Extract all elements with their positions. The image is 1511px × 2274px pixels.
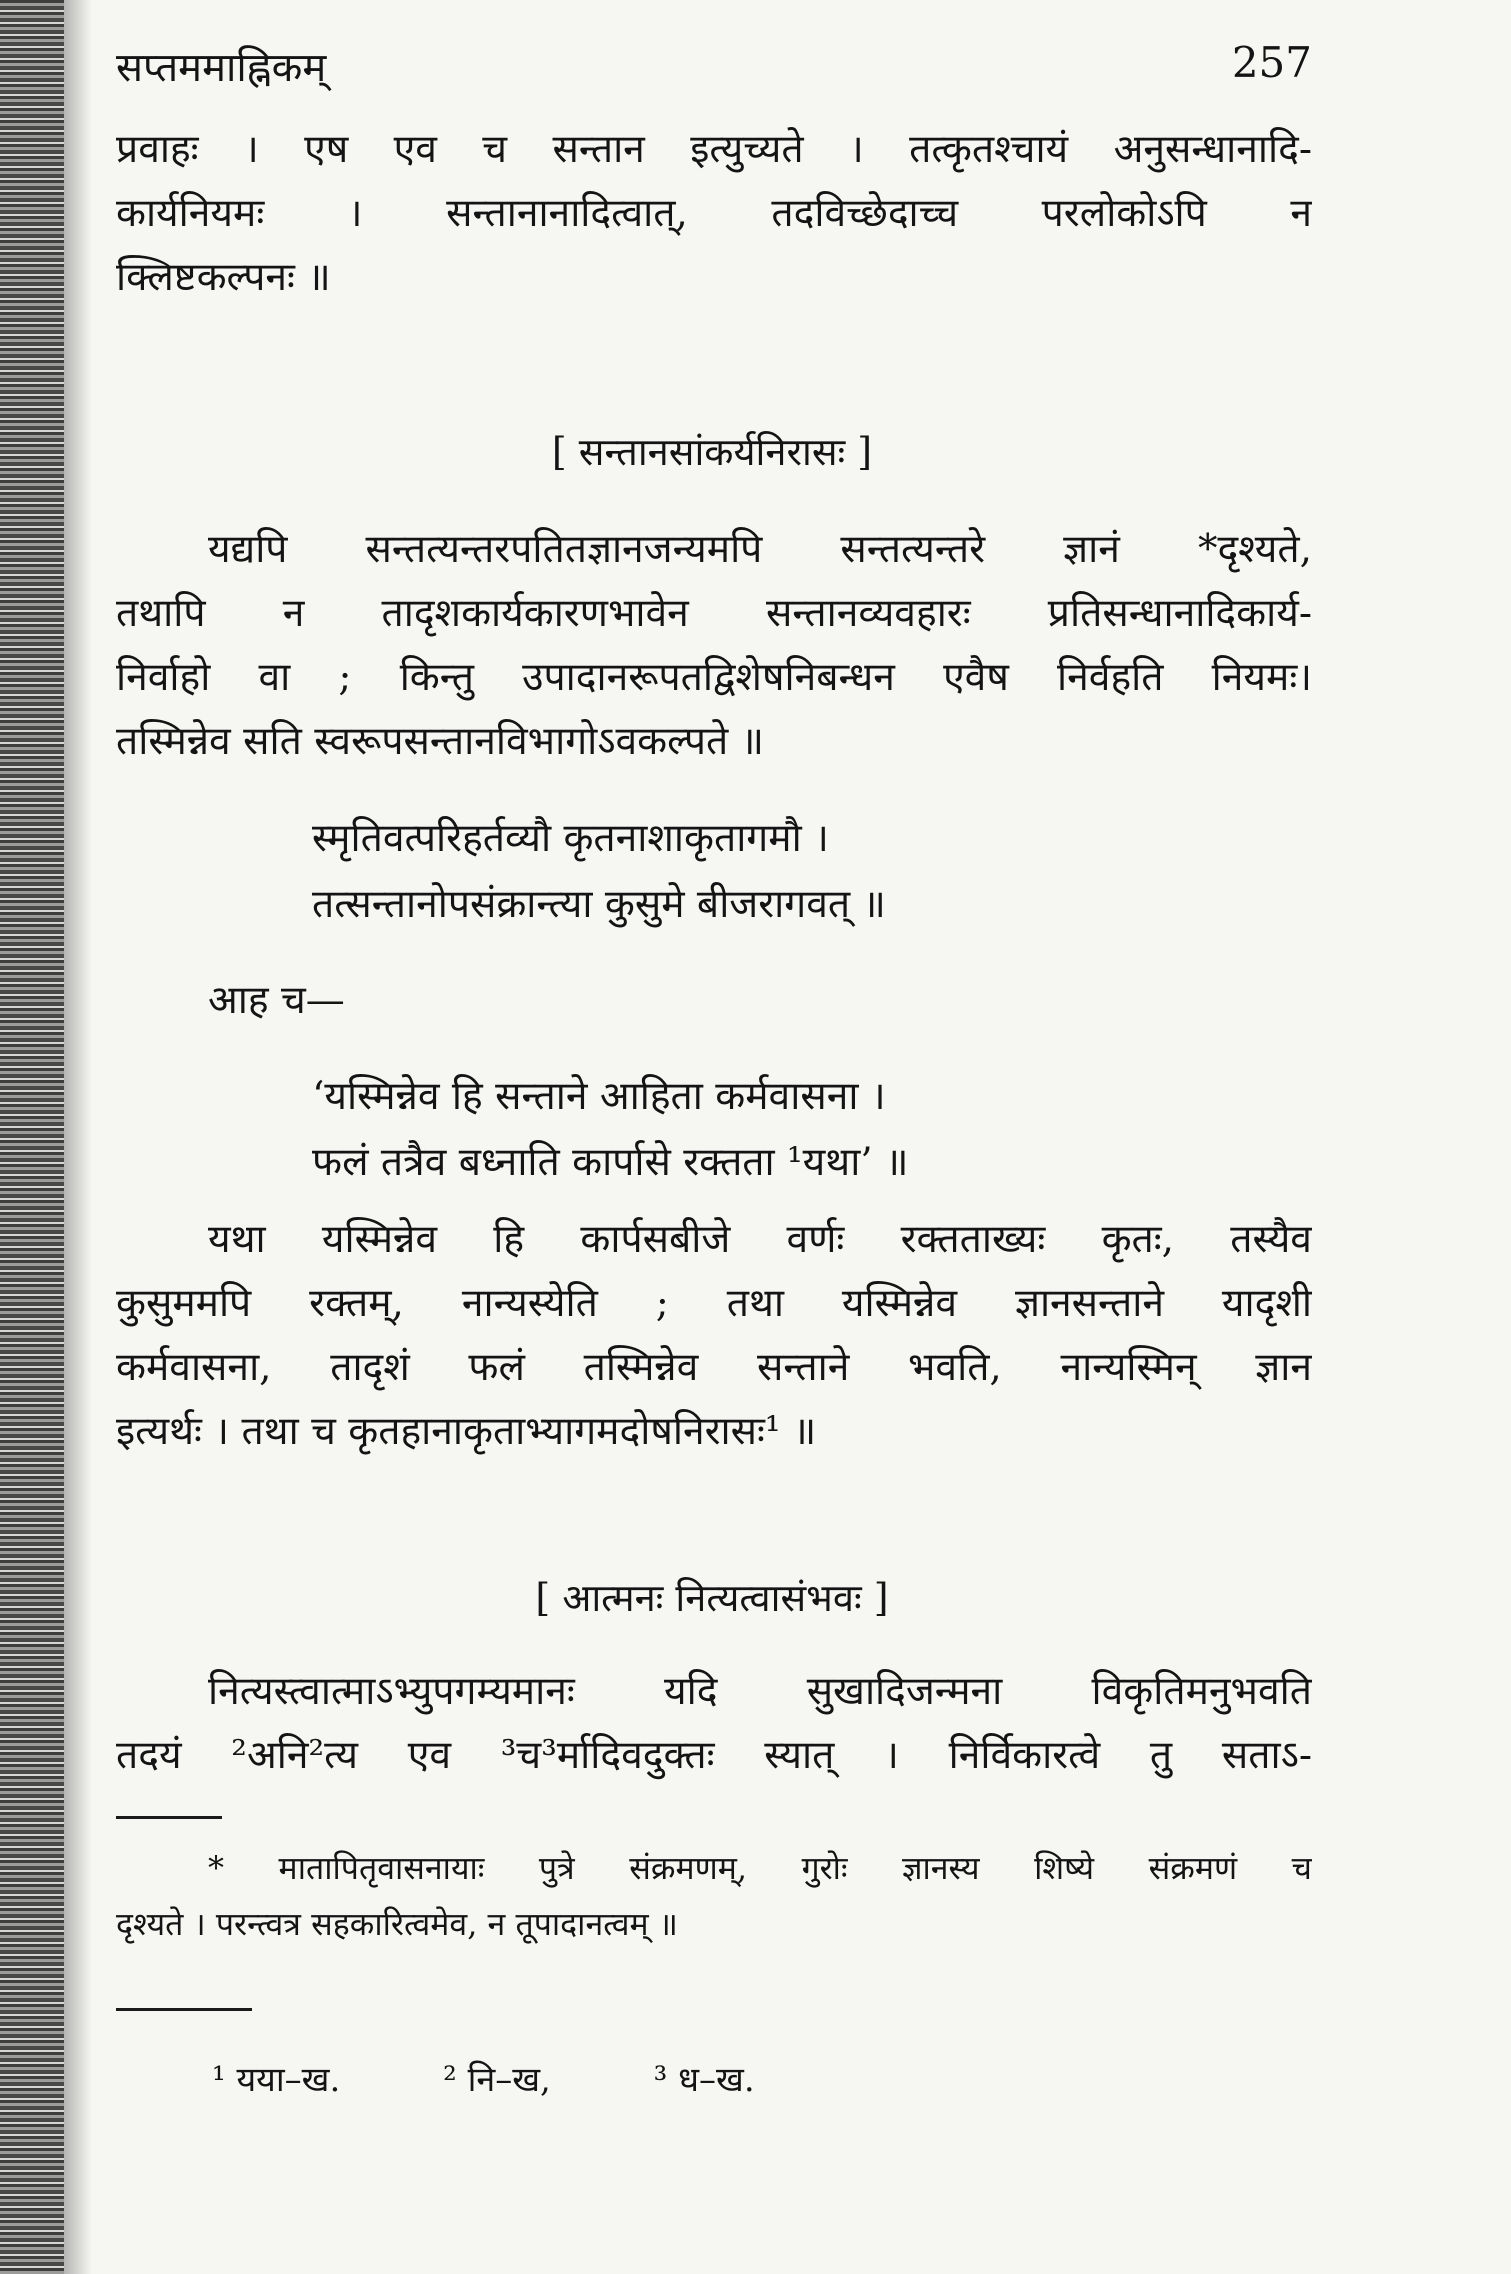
paragraph-2: [116, 518, 1312, 774]
text-line: तदयं ²अनि²त्य एव ³च³र्मादिवदुक्तः स्यात् । निर्विकारत्वे तु सताऽ-: [116, 1733, 1312, 1778]
verse-1: [312, 806, 886, 938]
footnote-star: [116, 1840, 1312, 1952]
variant-reading: ¹ यया–ख.: [212, 2060, 341, 2100]
text-line: तस्मिन्नेव सति स्वरूपसन्तानविभागोऽवकल्पते ॥: [116, 719, 764, 764]
footnote-line: दृश्यते । परन्त्वत्र सहकारित्वमेव, न तूपादानत्वम् ॥: [116, 1905, 678, 1943]
text-line: कुसुममपि रक्तम्, नान्यस्येति ; तथा यस्मिन्नेव ज्ञानसन्ताने यादृशी: [116, 1281, 1312, 1326]
variant-readings: [212, 2050, 847, 2110]
variant-reading: ² नि–ख,: [443, 2060, 551, 2100]
text-line: क्लिष्टकल्पनः ॥: [116, 255, 331, 300]
footnote-line: * मातापितृवासनायाः पुत्रे संक्रमणम्, गुरोः ज्ञानस्य शिष्ये संक्रमणं च: [208, 1849, 1312, 1887]
section-heading-1: [ सन्तानसांकर्यनिरासः ]: [551, 430, 873, 474]
text-line: निर्वाहो वा ; किन्तु उपादानरूपतद्विशेषनिबन्धन एवैष निर्वहति नियमः।: [116, 655, 1312, 700]
binding-shadow: [64, 0, 92, 2274]
text-line: इत्यर्थः । तथा च कृतहानाकृताभ्यागमदोषनिरासः¹ ॥: [116, 1409, 817, 1454]
variants-rule: [116, 2008, 252, 2011]
variant-reading: ³ ध–ख.: [653, 2060, 755, 2100]
text-line: यथा यस्मिन्नेव हि कार्पसबीजे वर्णः रक्तताख्यः कृतः, तस्यैव: [208, 1217, 1312, 1262]
book-page: [112, 0, 1322, 2274]
text-line: कार्यनियमः । सन्तानानादित्वात्, तदविच्छेदाच्च परलोकोऽपि न: [116, 191, 1312, 236]
verse-line: स्मृतिवत्परिहर्तव्यौ कृतनाशाकृतागमौ ।: [312, 816, 829, 861]
verse-line: ‘यस्मिन्नेव हि सन्ताने आहिता कर्मवासना ।: [312, 1074, 886, 1119]
chapter-title: सप्तममाह्निकम्: [116, 45, 327, 91]
verse-line: फलं तत्रैव बध्नाति कार्पासे रक्तता ¹यथा’ ॥: [312, 1140, 909, 1185]
text-line: यद्यपि सन्तत्यन्तरपतितज्ञानजन्यमपि सन्तत्यन्तरे ज्ञानं *दृश्यते,: [208, 527, 1312, 572]
paragraph-3: [116, 1208, 1312, 1464]
book-binding-edge: [0, 0, 64, 2274]
verse-line: तत्सन्तानोपसंक्रान्त्या कुसुमे बीजरागवत् ॥: [312, 882, 886, 927]
running-head: [112, 38, 1312, 98]
text-line: प्रवाहः । एष एव च सन्तान इत्युच्यते । तत्कृतश्चायं अनुसन्धानादि-: [116, 127, 1312, 172]
footnote-rule: [116, 1816, 222, 1819]
paragraph-4: [116, 1660, 1312, 1788]
text-line: कर्मवासना, तादृशं फलं तस्मिन्नेव सन्ताने भवति, नान्यस्मिन् ज्ञान: [116, 1345, 1312, 1390]
page-number: 257: [1231, 38, 1312, 87]
text-line: आह च—: [208, 978, 345, 1023]
section-heading-2: [ आत्मनः नित्यत्वासंभवः ]: [535, 1576, 889, 1620]
text-line: नित्यस्त्वात्माऽभ्युपगम्यमानः यदि सुखादिजन्मना विकृतिमनुभवति: [208, 1669, 1312, 1714]
verse-2: [312, 1064, 908, 1196]
aha-ca-intro: [208, 968, 345, 1034]
paragraph-1: [116, 118, 1312, 310]
text-line: तथापि न तादृशकार्यकारणभावेन सन्तानव्यवहारः प्रतिसन्धानादिकार्य-: [116, 591, 1312, 636]
